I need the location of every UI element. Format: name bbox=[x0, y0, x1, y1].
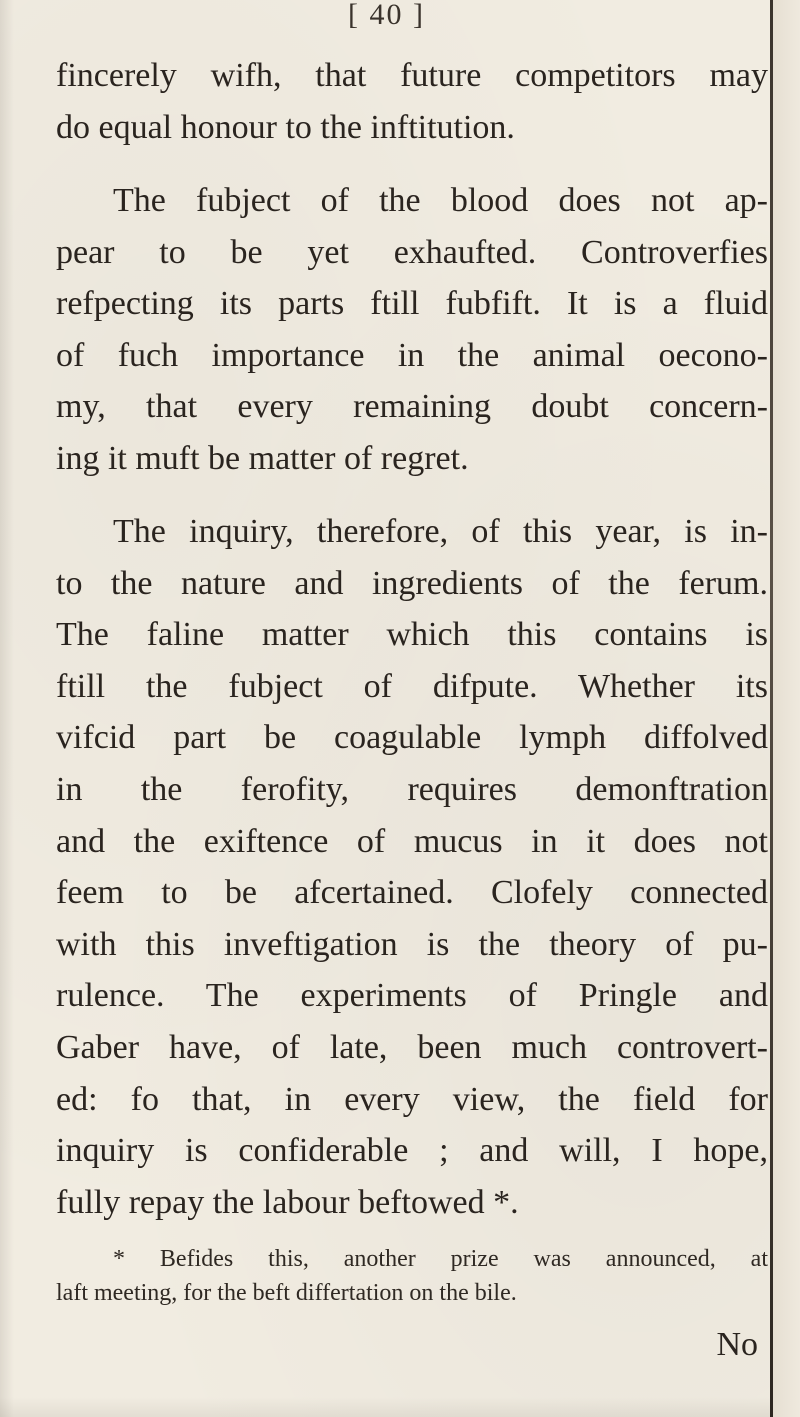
page-number-header: [ 40 ] bbox=[348, 0, 425, 31]
text-line: with this inveftigation is the theory of pu- bbox=[56, 925, 768, 963]
text-line: ed: fo that, in every view, the field for bbox=[56, 1080, 768, 1118]
page-left-edge-shadow bbox=[0, 0, 14, 1417]
paragraph-3 bbox=[56, 506, 768, 1228]
footnote bbox=[56, 1242, 768, 1310]
paragraph-1 bbox=[56, 50, 768, 153]
text-line: and the exiftence of mucus in it does not bbox=[56, 822, 768, 860]
text-line: fincerely wifh, that future competitors may bbox=[56, 57, 768, 94]
text-line: The inquiry, therefore, of this year, is in- bbox=[113, 513, 768, 550]
page-bottom-shadow bbox=[0, 1397, 773, 1417]
text-line: do equal honour to the inftitution. bbox=[56, 108, 515, 146]
text-line: ftill the fubject of difpute. Whether its bbox=[56, 667, 768, 705]
text-line: The fubject of the blood does not ap- bbox=[113, 182, 768, 219]
text-line: ing it muft be matter of regret. bbox=[56, 439, 469, 477]
text-line: fully repay the labour beftowed *. bbox=[56, 1183, 519, 1221]
text-line: inquiry is confiderable ; and will, I hope, bbox=[56, 1132, 768, 1170]
page-gutter-line bbox=[770, 0, 773, 1417]
text-line: rulence. The experiments of Pringle and bbox=[56, 977, 768, 1015]
text-line: pear to be yet exhaufted. Controverfies bbox=[56, 233, 768, 271]
footnote-line: * Befides this, another prize was announced, at bbox=[113, 1246, 768, 1272]
text-line: of fuch importance in the animal oecono- bbox=[56, 336, 768, 374]
catchword: No bbox=[716, 1326, 758, 1363]
text-line: my, that every remaining doubt concern- bbox=[56, 388, 768, 426]
text-line: refpecting its parts ftill fubfift. It is a fluid bbox=[56, 285, 768, 323]
text-line: to the nature and ingredients of the ferum. bbox=[56, 564, 768, 602]
text-line: Gaber have, of late, been much controvert- bbox=[56, 1028, 768, 1066]
text-line: The faline matter which this contains is bbox=[56, 616, 768, 654]
text-line: vifcid part be coagulable lymph diffolved bbox=[56, 719, 768, 757]
text-line: in the ferofity, requires demonftration bbox=[56, 770, 768, 808]
footnote-line: laft meeting, for the beft differtation on the bile. bbox=[56, 1280, 517, 1306]
page-gutter-shade bbox=[773, 0, 800, 1417]
text-line: feem to be afcertained. Clofely connected bbox=[56, 874, 768, 912]
paragraph-2 bbox=[56, 175, 768, 485]
